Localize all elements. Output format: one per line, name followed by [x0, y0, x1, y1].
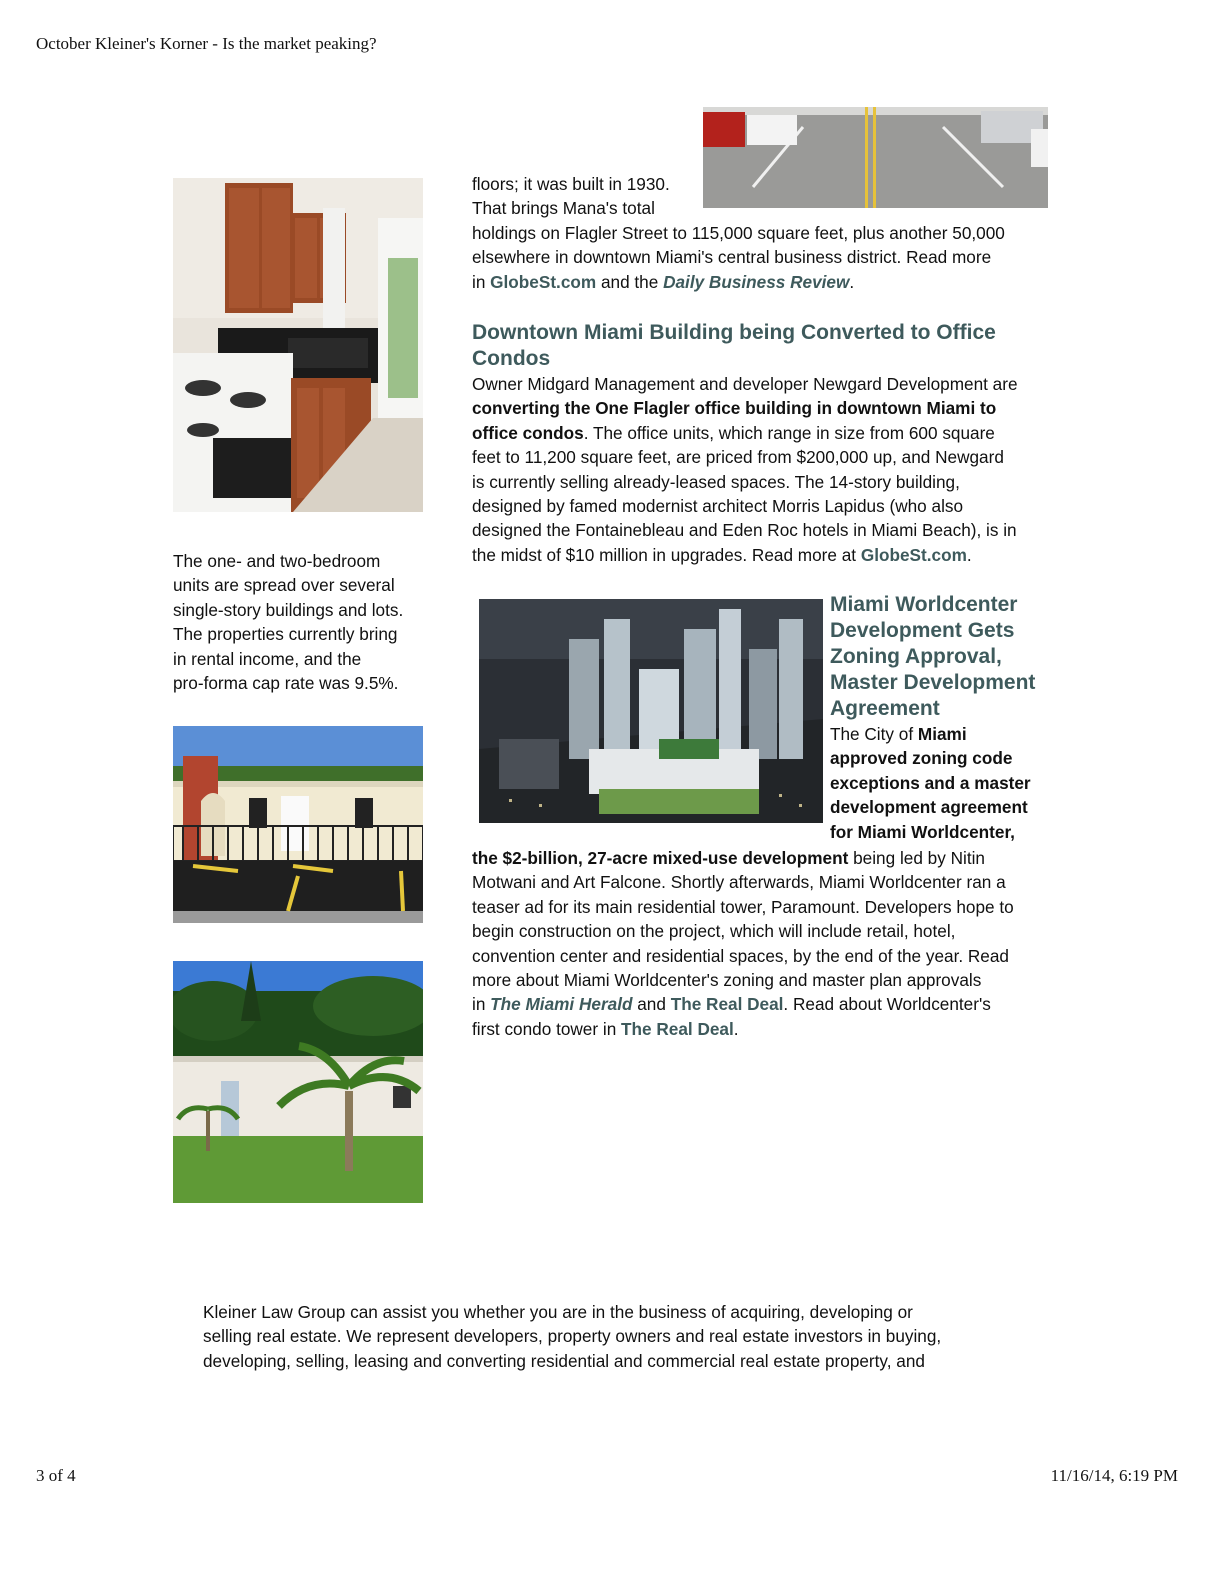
text-line: Kleiner Law Group can assist you whether you are in the business of acquiring, developing or — [203, 1302, 913, 1322]
page-title: October Kleiner's Korner - Is the market peaking? — [36, 34, 377, 53]
text-line: That brings Mana's total — [472, 198, 655, 219]
text-line — [830, 771, 1052, 795]
sidebar-caption — [173, 549, 423, 695]
bold-text: for Miami Worldcenter, — [830, 821, 1015, 842]
text-line: teaser ad for its main residential tower, Paramount. Developers hope to — [472, 896, 1014, 917]
text-line: designed by famed modernist architect Morris Lapidus (who also — [472, 496, 964, 517]
bold-text: the $2-billion, 27-acre mixed-use development — [472, 848, 849, 868]
text-line: is currently selling already-leased spaces. The 14-story building, — [472, 471, 960, 492]
section-heading: Downtown Miami Building being Converted to Office — [472, 321, 996, 344]
page-number: 3 of 4 — [36, 1466, 76, 1485]
text-line — [472, 1017, 1052, 1041]
globest-link[interactable]: GlobeSt.com — [490, 271, 597, 292]
text-line: elsewhere in downtown Miami's central business district. Read more — [472, 247, 992, 268]
text-line: more about Miami Worldcenter's zoning and master plan approvals — [472, 970, 982, 991]
text-span: . — [966, 544, 972, 565]
bold-text: approved zoning code — [830, 748, 1013, 769]
section-heading: Zoning Approval, — [830, 645, 1002, 668]
text-line: selling real estate. We represent developers, property owners and real estate investors in buying, — [203, 1326, 942, 1347]
caption-line: units are spread over several — [173, 575, 395, 596]
text-line: holdings on Flagler Street to 115,000 square feet, plus another 50,000 — [472, 222, 1005, 243]
real-deal-link[interactable]: The Real Deal — [670, 994, 784, 1015]
bold-text: exceptions and a master — [830, 772, 1031, 793]
text-span: . Read about Worldcenter's — [783, 994, 991, 1015]
daily-business-review-link[interactable]: Daily Business Review — [663, 271, 850, 292]
text-line — [830, 820, 1052, 844]
worldcenter-rendering — [479, 599, 823, 823]
worldcenter-heading-block — [830, 592, 1052, 844]
miami-herald-link[interactable]: The Miami Herald — [490, 994, 633, 1015]
section-heading: Development Gets — [830, 619, 1015, 642]
text-span: in — [472, 994, 491, 1015]
bold-text: Miami — [917, 724, 967, 744]
text-span: The City of — [830, 724, 918, 744]
section-heading: Condos — [472, 347, 551, 370]
text-line — [472, 846, 1052, 870]
text-line — [472, 421, 1056, 445]
text-span: being led by Nitin — [848, 848, 985, 868]
real-deal-link[interactable]: The Real Deal — [621, 1018, 734, 1039]
globest-link[interactable]: GlobeSt.com — [860, 544, 967, 565]
text-line: Motwani and Art Falcone. Shortly afterwards, Miami Worldcenter ran a — [472, 872, 1006, 893]
section-heading: Agreement — [830, 697, 940, 720]
worldcenter-body — [472, 846, 1052, 1041]
text-line — [830, 722, 1052, 746]
text-span: . — [849, 271, 855, 292]
text-line: begin construction on the project, which will include retail, hotel, — [472, 921, 956, 942]
text-line: developing, selling, leasing and converting residential and commercial real estate property, and — [203, 1350, 925, 1371]
text-span: and — [632, 994, 671, 1015]
caption-line: The one- and two-bedroom — [173, 551, 381, 571]
text-line: feet to 11,200 square feet, are priced from $200,000 up, and Newgard — [472, 447, 1004, 468]
section-heading: Miami Worldcenter — [830, 593, 1018, 616]
text-line: designed the Fontainebleau and Eden Roc hotels in Miami Beach), is in — [472, 520, 1017, 541]
firm-description — [203, 1300, 1003, 1373]
text-line — [830, 795, 1052, 819]
courtyard-palm-photo — [173, 961, 423, 1203]
text-span: the midst of $10 million in upgrades. Read more at — [472, 544, 861, 565]
text-line — [472, 992, 1052, 1016]
print-timestamp: 11/16/14, 6:19 PM — [1050, 1466, 1178, 1485]
text-line — [472, 270, 1052, 294]
text-span: in — [472, 271, 491, 292]
text-line: convention center and residential spaces, by the end of the year. Read — [472, 945, 1009, 966]
text-span: first condo tower in — [472, 1018, 622, 1039]
bold-text: converting the One Flagler office building in downtown Miami to — [472, 398, 997, 419]
kitchen-photo — [173, 178, 423, 512]
text-line — [830, 746, 1052, 770]
bold-text: office condos — [472, 422, 584, 443]
text-span: . The office units, which range in size from 600 square — [583, 422, 995, 443]
apartment-building-photo — [173, 726, 423, 923]
text-line: Owner Midgard Management and developer Newgard Development are — [472, 374, 1018, 394]
bold-text: development agreement — [830, 797, 1028, 818]
caption-line: pro-forma cap rate was 9.5%. — [173, 673, 399, 694]
downtown-section — [472, 320, 1056, 567]
flagler-section — [472, 172, 1052, 294]
caption-line: single-story buildings and lots. — [173, 599, 404, 620]
text-line — [472, 543, 1056, 567]
caption-line: in rental income, and the — [173, 648, 362, 669]
text-line — [472, 396, 1056, 420]
text-span: . — [733, 1018, 739, 1039]
text-span: and the — [596, 271, 664, 292]
section-heading: Master Development — [830, 671, 1036, 694]
caption-line: The properties currently bring — [173, 624, 398, 645]
text-line: floors; it was built in 1930. — [472, 174, 670, 194]
